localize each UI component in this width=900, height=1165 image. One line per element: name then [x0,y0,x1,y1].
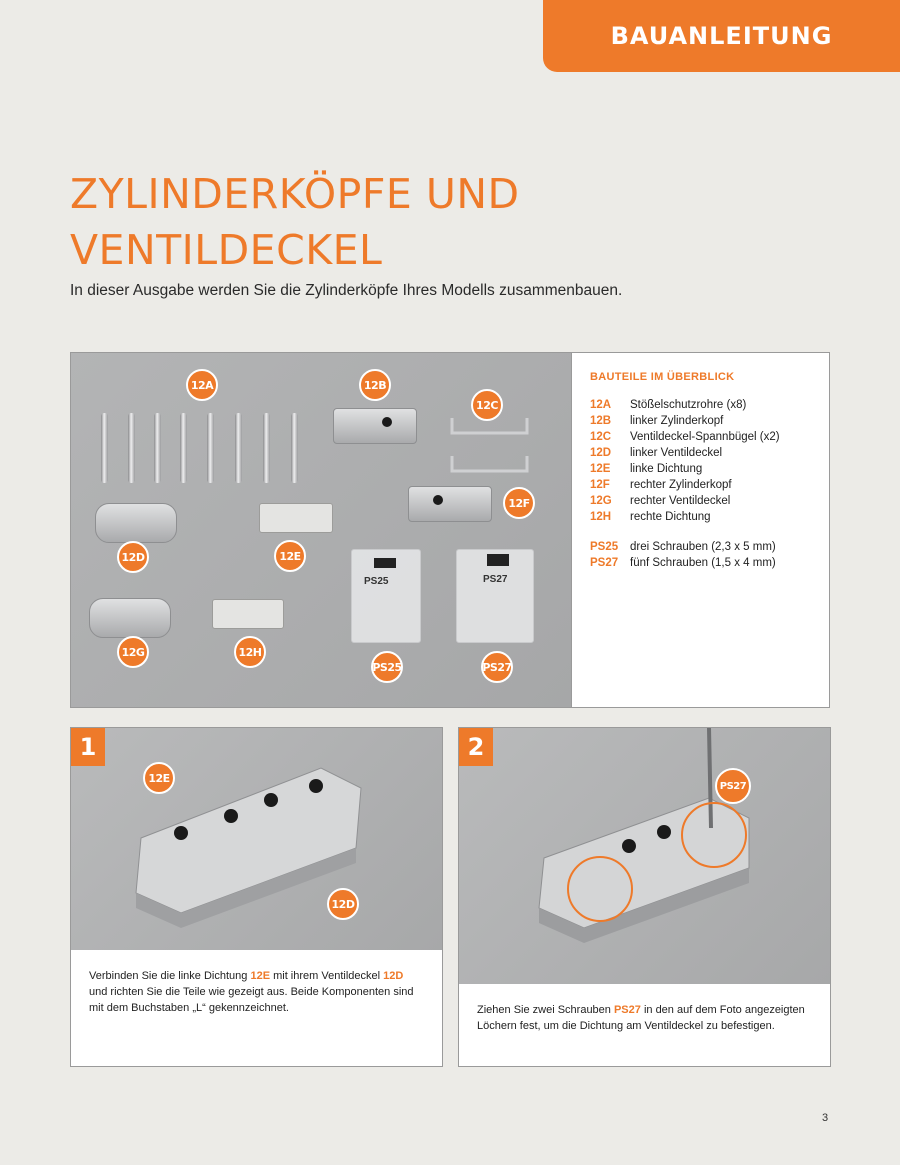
part-desc: rechter Ventildeckel [630,495,731,507]
pin-part [180,413,187,483]
assembly-illustration [71,728,442,950]
screw-desc: fünf Schrauben (1,5 x 4 mm) [630,557,776,569]
parts-heading: BAUTEILE IM ÜBERBLICK [590,371,735,383]
badge-12c: 12C [471,389,503,421]
assembly-illustration [459,728,830,984]
part-code: 12H [590,511,612,523]
parts-list [571,353,829,707]
badge-12f: 12F [503,487,535,519]
page-subtitle: In dieser Ausgabe werden Sie die Zylinderköpfe Ihres Modells zusammenbauen. [70,282,623,299]
part-row [590,461,829,477]
badge-12a: 12A [186,369,218,401]
pin-part [154,413,161,483]
part-desc: linker Zylinderkopf [630,415,724,427]
valve-cover-left-part [95,503,177,543]
parts-overview-panel [70,352,830,708]
badge-12g: 12G [117,636,149,668]
page-number: 3 [822,1112,829,1124]
pin-part [101,413,108,483]
screw-row [590,539,829,555]
step-2-panel [458,727,831,1067]
badge-12b: 12B [359,369,391,401]
part-row [590,413,829,429]
part-row [590,509,829,525]
part-desc: rechte Dichtung [630,511,711,523]
highlight-circle [681,802,747,868]
part-desc: Stößelschutzrohre (x8) [630,399,747,411]
valve-cover-right-part [89,598,171,638]
part-code: 12E [590,463,611,475]
parts-photo [71,353,571,707]
badge-12d: 12D [117,541,149,573]
screw-row [590,555,829,571]
step-number: 1 [71,728,105,766]
part-row [590,397,829,413]
screw-code: PS25 [590,541,619,553]
pin-part [291,413,298,483]
bag-label: PS25 [364,576,389,587]
cylinder-head-left-part [333,408,417,444]
cylinder-head-right-part [408,486,492,522]
part-desc: Ventildeckel-Spannbügel (x2) [630,431,780,443]
part-code: 12D [590,447,612,459]
part-desc: linker Ventildeckel [630,447,723,459]
pin-part [128,413,135,483]
part-row [590,477,829,493]
step-1-photo [71,728,442,950]
badge-ps27: PS27 [481,651,513,683]
step-1-text: Verbinden Sie die linke Dichtung 12E mit ihrem Ventildeckel 12D und richten Sie die Teile wie gezeigt aus. Beide Komponenten sind mit dem Buchstaben „L“ gekennzeichnet. [89,970,414,1014]
highlight-circle [567,856,633,922]
part-row [590,429,829,445]
badge-ps27: PS27 [715,768,751,804]
step-1-panel [70,727,443,1067]
step-2-text: Ziehen Sie zwei Schrauben PS27 in den auf dem Foto angezeigten Löchern fest, um die Dichtung am Ventildeckel zu befestigen. [477,1004,805,1032]
part-code: 12F [590,479,610,491]
part-desc: rechter Zylinderkopf [630,479,732,491]
section-tab: BAUANLEITUNG [543,0,900,72]
step-2-photo [459,728,830,984]
screw-bag-ps27 [456,549,534,643]
badge-12d: 12D [327,888,359,920]
step-number: 2 [459,728,493,766]
title-line-1: ZYLINDERKÖPFE UND [70,170,520,218]
part-code: 12A [590,399,612,411]
gasket-right-part [212,599,284,629]
badge-12e: 12E [274,540,306,572]
badge-12h: 12H [234,636,266,668]
part-code: 12G [590,495,612,507]
pin-part [235,413,242,483]
part-code: 12B [590,415,612,427]
bag-label: PS27 [483,574,508,585]
part-row [590,493,829,509]
screw-bag-ps25 [351,549,421,643]
part-code: 12C [590,431,612,443]
title-line-2: VENTILDECKEL [70,226,383,274]
pin-part [263,413,270,483]
badge-12e: 12E [143,762,175,794]
gasket-left-part [259,503,333,533]
pin-part [207,413,214,483]
part-row [590,445,829,461]
page-title [70,166,770,278]
badge-ps25: PS25 [371,651,403,683]
part-desc: linke Dichtung [630,463,703,475]
screw-desc: drei Schrauben (2,3 x 5 mm) [630,541,776,553]
screw-code: PS27 [590,557,619,569]
